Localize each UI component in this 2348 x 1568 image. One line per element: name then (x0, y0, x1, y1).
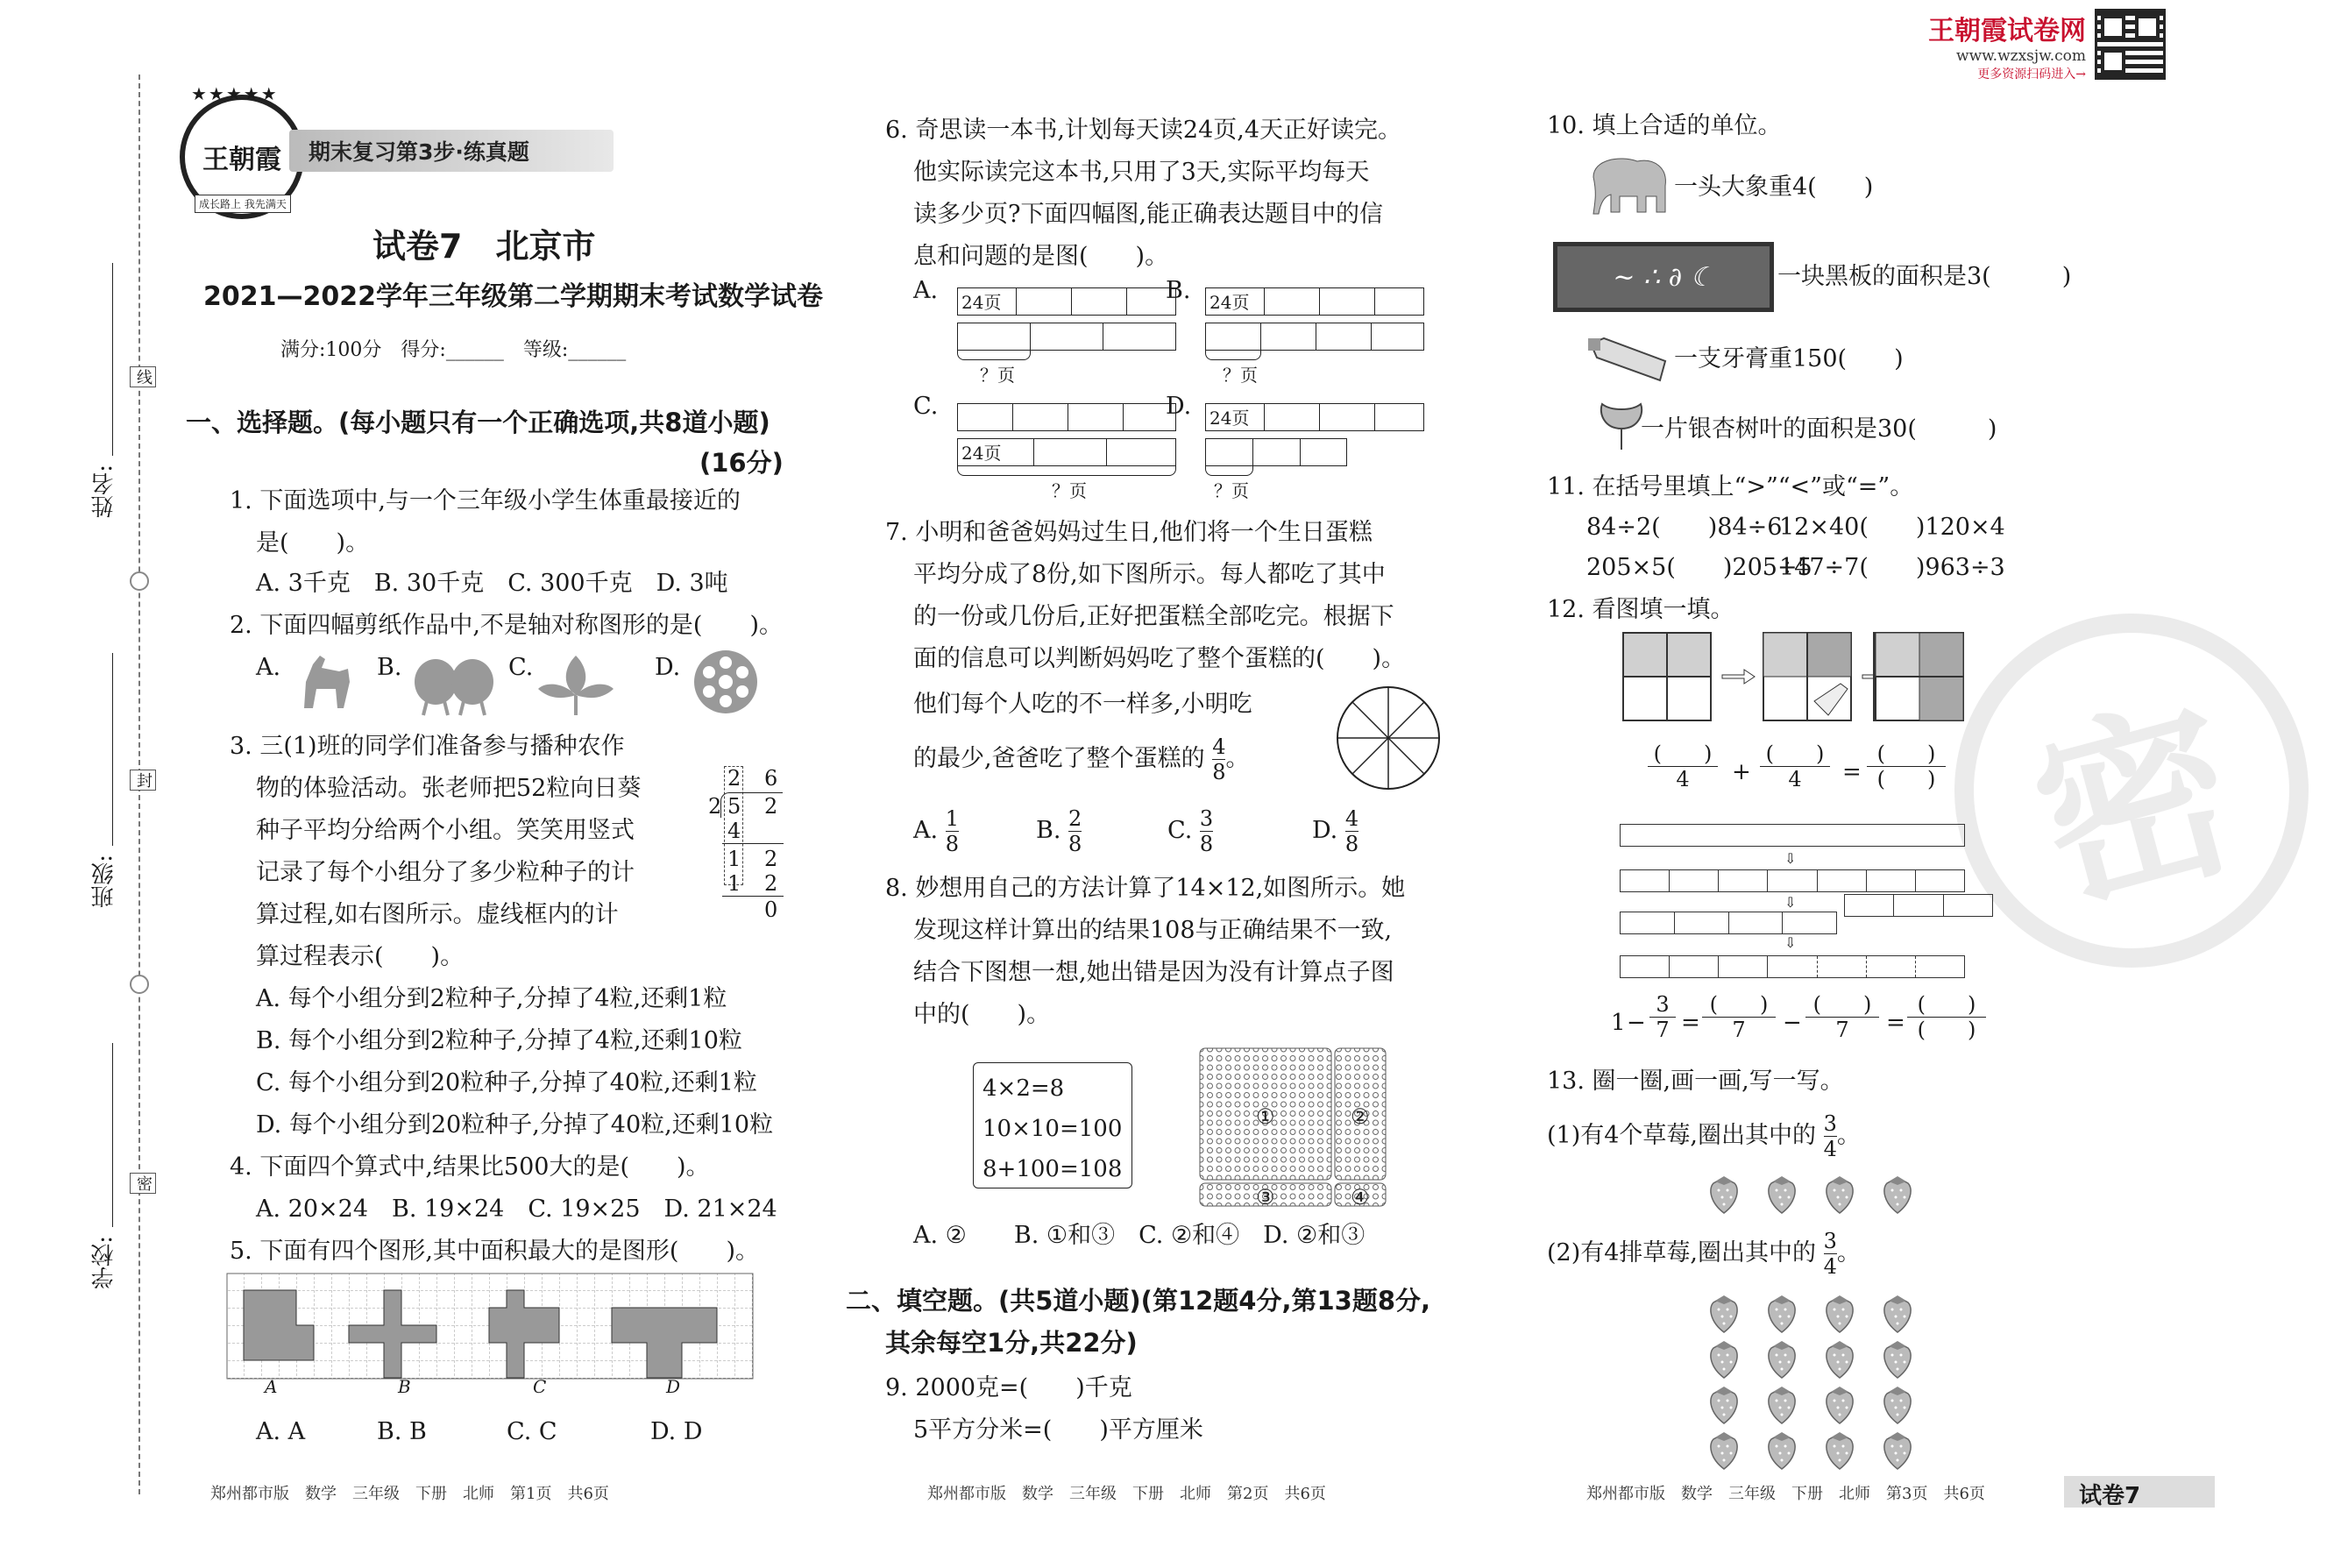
q7-opt-d-den: 8 (1344, 832, 1359, 856)
q2-label-b: B. (377, 654, 402, 681)
q6-line-2: 他实际读完这本书,只用了3天,实际平均每天 (913, 159, 1370, 186)
step3-ones: 2 (764, 871, 778, 896)
q1-stem2: 是( )。 (256, 529, 370, 557)
q7-frac-num: 4 (1212, 734, 1226, 759)
q5-stem: 5. 下面有四个图形,其中面积最大的是图形( )。 (230, 1238, 759, 1265)
q9-line-2[interactable]: 5平方分米=( )平方厘米 (913, 1416, 1203, 1444)
q6-a-bottom (957, 323, 1176, 351)
q10-stem: 10. 填上合适的单位。 (1547, 112, 1782, 139)
binding-mark-secret: 密 (130, 1173, 156, 1194)
q8-calc-box (973, 1062, 1132, 1188)
q7-opt-c-label: C. (1167, 817, 1193, 844)
strawberry-icon (1820, 1337, 1859, 1380)
strawberry-icon (1878, 1383, 1917, 1425)
q5-grid-figures (226, 1273, 787, 1387)
q12-eq1-den-a: 4 (1676, 767, 1690, 791)
q6-c-top (957, 403, 1176, 431)
strawberry-icon (1763, 1292, 1801, 1334)
q6-label-d: D. (1166, 393, 1192, 420)
q3-option-c[interactable]: C. 每个小组分到20粒种子,分掉了40粒,还剩1粒 (256, 1069, 757, 1096)
q11-row1-b[interactable]: 12×40( )120×4 (1779, 514, 2005, 541)
q6-line-4: 息和问题的是图( )。 (913, 243, 1169, 270)
dividend-tens: 5 (727, 794, 741, 819)
q6-diagrams[interactable] (912, 277, 1420, 508)
region-4: ④ (1351, 1185, 1370, 1210)
q8-options[interactable]: A. ② B. ①和③ C. ②和④ D. ②和③ (913, 1222, 1366, 1249)
paper-cut-birds-icon (409, 647, 497, 717)
q7-option-d[interactable] (1312, 808, 1358, 855)
q10-item-1[interactable]: 一头大象重4( ) (1674, 174, 1874, 201)
q3-line-1: 3. 三(1)班的同学们准备参与播种农作 (230, 733, 625, 760)
logo-stars-icon: ★★★★★ (191, 83, 279, 104)
step-sub-ribbon (195, 195, 291, 213)
strawberry-icon (1820, 1292, 1859, 1334)
q12-bar-diagram: ⇩ ⇩ ⇩ (1620, 824, 1988, 982)
q13-part2-text: (2)有4排草莓,圈出其中的 (1547, 1239, 1817, 1266)
q6-d-question: ？页 (1214, 480, 1249, 501)
q10-item-3[interactable]: 一支牙膏重150( ) (1674, 345, 1904, 372)
q7-fraction (1212, 736, 1225, 783)
site-block[interactable] (1928, 9, 2086, 82)
strawberry-icon (1705, 1337, 1743, 1380)
q7-opt-c-den: 8 (1199, 832, 1214, 856)
q12-eq1-den-b: 4 (1788, 767, 1802, 791)
q8-calc-1: 4×2=8 (982, 1075, 1065, 1102)
blackboard-icon: ~ ∴ ∂ ☾ (1553, 242, 1774, 312)
q6-a-box-label: 24页 (958, 288, 1017, 315)
q8-line-2: 发现这样计算出的结果108与正确结果不一致, (913, 917, 1393, 944)
step3-tens: 1 (727, 871, 741, 896)
q13-part1: (1)有4个草莓,圈出其中的 $\frac{3}{4}$ 。 (1547, 1111, 1861, 1161)
q13-part2: (2)有4排草莓,圈出其中的 $\frac{3}{4}$ 。 (1547, 1229, 1861, 1279)
q7-opt-c-num: 3 (1199, 806, 1214, 831)
footer-page1: 郑州都市版 数学 三年级 下册 北师 第1页 共6页 (210, 1485, 609, 1503)
q12-bar-split (1620, 912, 1837, 934)
q5-label-b: B (398, 1376, 411, 1397)
cake-circle-icon (1334, 684, 1443, 792)
q7-opt-d-num: 4 (1344, 806, 1359, 831)
strawberry-icon (1878, 1292, 1917, 1334)
step-sub-text: 成长路上 我先满天 (199, 198, 287, 210)
q6-line-3: 读多少页?下面四幅图,能正确表达题目中的信 (913, 201, 1384, 228)
remainder: 0 (764, 898, 778, 922)
q3-option-b[interactable]: B. 每个小组分到2粒种子,分掉了4粒,还剩10粒 (256, 1027, 742, 1054)
q6-c-bottom (957, 438, 1176, 466)
q12-eq2-den-c: 7 (1835, 1018, 1849, 1042)
q3-line-4: 记录了每个小组分了多少粒种子的计 (256, 859, 635, 886)
q7-line-2: 平均分成了8份,如下图所示。每人都吃了其中 (913, 561, 1386, 588)
q2-label-a: A. (256, 654, 281, 681)
strawberry-icon (1820, 1429, 1859, 1471)
q10-item-4[interactable]: 一片银杏树叶的面积是30( ) (1641, 415, 1997, 443)
q6-label-a: A. (913, 277, 939, 304)
q12-eq2-den-a: 7 (1656, 1018, 1670, 1042)
strawberry-icon (1763, 1173, 1801, 1215)
q6-b-top (1205, 287, 1424, 316)
step-banner (289, 130, 614, 172)
q6-b-bottom (1205, 323, 1424, 351)
region-3: ③ (1256, 1185, 1275, 1210)
elephant-icon (1585, 151, 1672, 221)
q6-line-1: 6. 奇思读一本书,计划每天读24页,4天正好读完。 (885, 117, 1402, 144)
q2-label-c: C. (508, 654, 534, 681)
q7-line-4: 面的信息可以判断妈妈吃了整个蛋糕的( )。 (913, 645, 1406, 672)
q8-line-1: 8. 妙想用自己的方法计算了14×12,如图所示。她 (885, 875, 1406, 902)
q11-row2-b[interactable]: 147÷7( )963÷3 (1779, 554, 2005, 581)
q6-label-b: B. (1166, 277, 1191, 304)
paper-subtitle: 2021—2022学年三年级第二学期期末考试数学试卷 (203, 281, 823, 312)
q6-c-question: ？页 (1052, 480, 1087, 501)
strawberry-icon (1763, 1383, 1801, 1425)
binding-mark-seal: 封 (130, 770, 156, 791)
q8-dot-array (1196, 1045, 1389, 1208)
school-label: 学校: (91, 1236, 117, 1289)
q13-p1-den: 4 (1823, 1137, 1837, 1161)
watermark-seal-icon: 密 (1915, 574, 2348, 1008)
q12-stem: 12. 看图填一填。 (1547, 596, 1734, 623)
q3-line-3: 种子平均分给两个小组。笑笑用竖式 (256, 817, 635, 844)
q4-options[interactable]: A. 20×24 B. 19×24 C. 19×25 D. 21×24 (256, 1196, 777, 1223)
q13-part1-text: (1)有4个草莓,圈出其中的 (1547, 1122, 1817, 1149)
q7-line-1: 7. 小明和爸爸妈妈过生日,他们将一个生日蛋糕 (885, 519, 1373, 546)
region-2: ② (1351, 1104, 1370, 1129)
section1-title: 一、选择题。(每小题只有一个正确选项,共8道小题) (186, 408, 770, 437)
binding-mark-line: 线 (130, 366, 156, 387)
strawberry-icon (1820, 1173, 1859, 1215)
q7-frac-den: 8 (1212, 760, 1226, 784)
q8-calc-3: 8+100=108 (982, 1156, 1123, 1182)
site-url: www.wzxsjw.com (1956, 47, 2086, 65)
q2-label-d: D. (655, 654, 681, 681)
q7-opt-b-num: 2 (1068, 806, 1082, 831)
q8-calc-2: 10×10=100 (982, 1116, 1123, 1142)
strawberry-icon (1878, 1429, 1917, 1471)
q7-line-5: 他们每个人吃的不一样多,小明吃 (913, 691, 1252, 718)
school-line[interactable] (112, 1043, 113, 1227)
name-line[interactable] (112, 263, 113, 456)
q5-option-d[interactable]: D. D (650, 1418, 703, 1445)
q2-options[interactable] (256, 647, 782, 717)
strawberry-grid[interactable] (1705, 1292, 1941, 1476)
q1-options[interactable]: A. 3千克 B. 30千克 C. 300千克 D. 3吨 (256, 570, 728, 597)
q5-label-d: D (666, 1376, 681, 1397)
section1-points: (16分) (699, 448, 784, 478)
q7-option-c[interactable] (1167, 808, 1213, 855)
q5-label-c: C (533, 1376, 547, 1397)
q2-stem: 2. 下面四幅剪纸作品中,不是轴对称图形的是( )。 (230, 612, 783, 639)
strawberry-icon (1820, 1383, 1859, 1425)
q7-opt-b-den: 8 (1068, 832, 1082, 856)
q13-p2-num: 3 (1823, 1229, 1837, 1253)
binding-strip (0, 0, 175, 1568)
q7-line-6-text: 的最少,爸爸吃了整个蛋糕的 (913, 745, 1205, 772)
site-tip: 更多资源扫码进入→ (1977, 67, 2086, 82)
section2-title2: 其余每空1分,共22分) (885, 1328, 1138, 1358)
strawberry-icon (1878, 1173, 1917, 1215)
q7-option-b[interactable] (1036, 808, 1082, 855)
q6-a-question: ？页 (980, 365, 1015, 386)
q5-option-a[interactable]: A. A (256, 1418, 306, 1445)
score-line: 满分:100分 得分:______ 等级:______ (280, 339, 627, 361)
q6-d-box-label: 24页 (1206, 404, 1265, 430)
strawberry-row-1[interactable] (1705, 1173, 1941, 1217)
q12-equation-2[interactable]: 1 − 3 7 = ( ) 7 − ( ) 7 = ( ) ( ) (1611, 994, 1997, 1064)
strawberry-icon (1705, 1292, 1743, 1334)
q3-option-d[interactable]: D. 每个小组分到20粒种子,分掉了40粒,还剩10粒 (256, 1111, 774, 1139)
q3-line-5: 算过程,如右图所示。虚线框内的计 (256, 901, 619, 928)
paper-cut-flower-icon (536, 647, 615, 717)
binding-ring-2 (130, 975, 149, 994)
q7-option-a[interactable] (913, 808, 959, 855)
q6-a-top (957, 287, 1176, 316)
q12-eq2-den-b: 7 (1732, 1018, 1746, 1042)
q12-eq2-num: 3 (1656, 992, 1670, 1017)
strawberry-icon (1878, 1337, 1917, 1380)
strawberry-icon (1705, 1173, 1743, 1215)
binding-ring-1 (130, 571, 149, 591)
divisor: 2 (708, 794, 722, 819)
paper-title: 试卷7 北京市 (372, 227, 596, 266)
quotient-ones: 6 (764, 766, 778, 791)
section2-title: 二、填空题。(共5道小题)(第12题4分,第13题8分, (846, 1286, 1431, 1316)
paper-cut-giraffe-icon (295, 647, 357, 717)
quotient-tens: 2 (727, 766, 741, 791)
dividend-ones: 2 (764, 794, 778, 819)
q7-opt-d-label: D. (1312, 817, 1338, 844)
qr-code-icon[interactable] (2095, 9, 2166, 80)
step2-ones: 2 (764, 847, 778, 871)
q5-label-a: A (265, 1376, 278, 1397)
q7-line-3: 的一份或几份后,正好把蛋糕全部吃完。根据下 (913, 603, 1394, 630)
footer-page3: 郑州都市版 数学 三年级 下册 北师 第3页 共6页 (1586, 1485, 1985, 1503)
q9-line-1[interactable]: 9. 2000克=( )千克 (885, 1374, 1132, 1401)
q10-item-2[interactable]: 一块黑板的面积是3( ) (1777, 263, 2072, 290)
strawberry-icon (1705, 1383, 1743, 1425)
q3-option-a[interactable]: A. 每个小组分到2粒种子,分掉了4粒,还剩1粒 (256, 985, 727, 1012)
q12-bar-sevenths (1620, 869, 1965, 892)
step1: 4 (727, 819, 741, 843)
long-division (701, 763, 798, 920)
toothpaste-icon (1586, 326, 1674, 387)
brand-logo-text: 王朝霞 (202, 145, 281, 175)
step-banner-text: 期末复习第3步·练真题 (309, 139, 529, 165)
q7-line-6: 的最少,爸爸吃了整个蛋糕的 $\frac{4}{8}$ 。 (913, 734, 1250, 784)
q7-opt-a-num: 1 (945, 806, 959, 831)
step2-tens: 1 (727, 847, 741, 871)
q7-options[interactable] (913, 799, 1387, 861)
q6-d-bottom (1205, 438, 1347, 466)
class-line[interactable] (112, 653, 113, 846)
name-label: 姓名: (91, 465, 117, 518)
strawberry-icon (1763, 1429, 1801, 1471)
q6-b-question: ？页 (1223, 365, 1258, 386)
q6-label-c: C. (913, 393, 939, 420)
site-name: 王朝霞试卷网 (1928, 16, 2086, 46)
ginkgo-leaf-icon (1595, 399, 1648, 453)
q7-opt-a-den: 8 (945, 832, 959, 856)
q13-p1-num: 3 (1823, 1111, 1837, 1136)
q11-stem: 11. 在括号里填上“>”“<”或“=”。 (1547, 473, 1914, 500)
strawberry-icon (1763, 1337, 1801, 1380)
q1-stem: 1. 下面选项中,与一个三年级小学生体重最接近的 (230, 487, 741, 514)
q11-row2-a[interactable]: 205×5( )205÷5 (1586, 554, 1812, 581)
footer-tag: 试卷7 (2079, 1483, 2141, 1509)
footer-page2: 郑州都市版 数学 三年级 下册 北师 第2页 共6页 (927, 1485, 1326, 1503)
q3-line-6: 算过程表示( )。 (256, 943, 465, 970)
q5-option-c[interactable]: C. C (507, 1418, 557, 1445)
q13-p2-den: 4 (1823, 1254, 1837, 1279)
q3-line-2: 物的体验活动。张老师把52粒向日葵 (256, 775, 642, 802)
q4-stem: 4. 下面四个算式中,结果比500大的是( )。 (230, 1153, 710, 1181)
q12-bar-result (1620, 955, 1965, 978)
q12-equation-1[interactable]: ( ) 4 + ( ) 4 = ( ) ( ) (1648, 743, 1963, 813)
q6-d-top (1205, 403, 1424, 431)
region-1: ① (1256, 1104, 1275, 1129)
q11-row1-a[interactable]: 84÷2( )84÷6 (1586, 514, 1783, 541)
q8-line-3: 结合下图想一想,她出错是因为没有计算点子图 (913, 959, 1394, 986)
q13-stem: 13. 圈一圈,画一画,写一写。 (1547, 1068, 1844, 1095)
q12-bar-whole (1620, 824, 1965, 847)
q7-opt-a-label: A. (913, 817, 939, 844)
strawberry-icon (1705, 1429, 1743, 1471)
q7-opt-b-label: B. (1036, 817, 1061, 844)
class-label: 班级: (91, 855, 117, 908)
paper-cut-wheel-icon (691, 647, 761, 717)
q12-square-result (1874, 631, 1965, 724)
q5-option-b[interactable]: B. B (377, 1418, 427, 1445)
q12-eq2-one: 1 (1611, 1010, 1626, 1036)
q8-line-4: 中的( )。 (913, 1001, 1051, 1028)
q6-c-box-label: 24页 (958, 439, 1034, 465)
q6-b-box-label: 24页 (1206, 288, 1265, 315)
